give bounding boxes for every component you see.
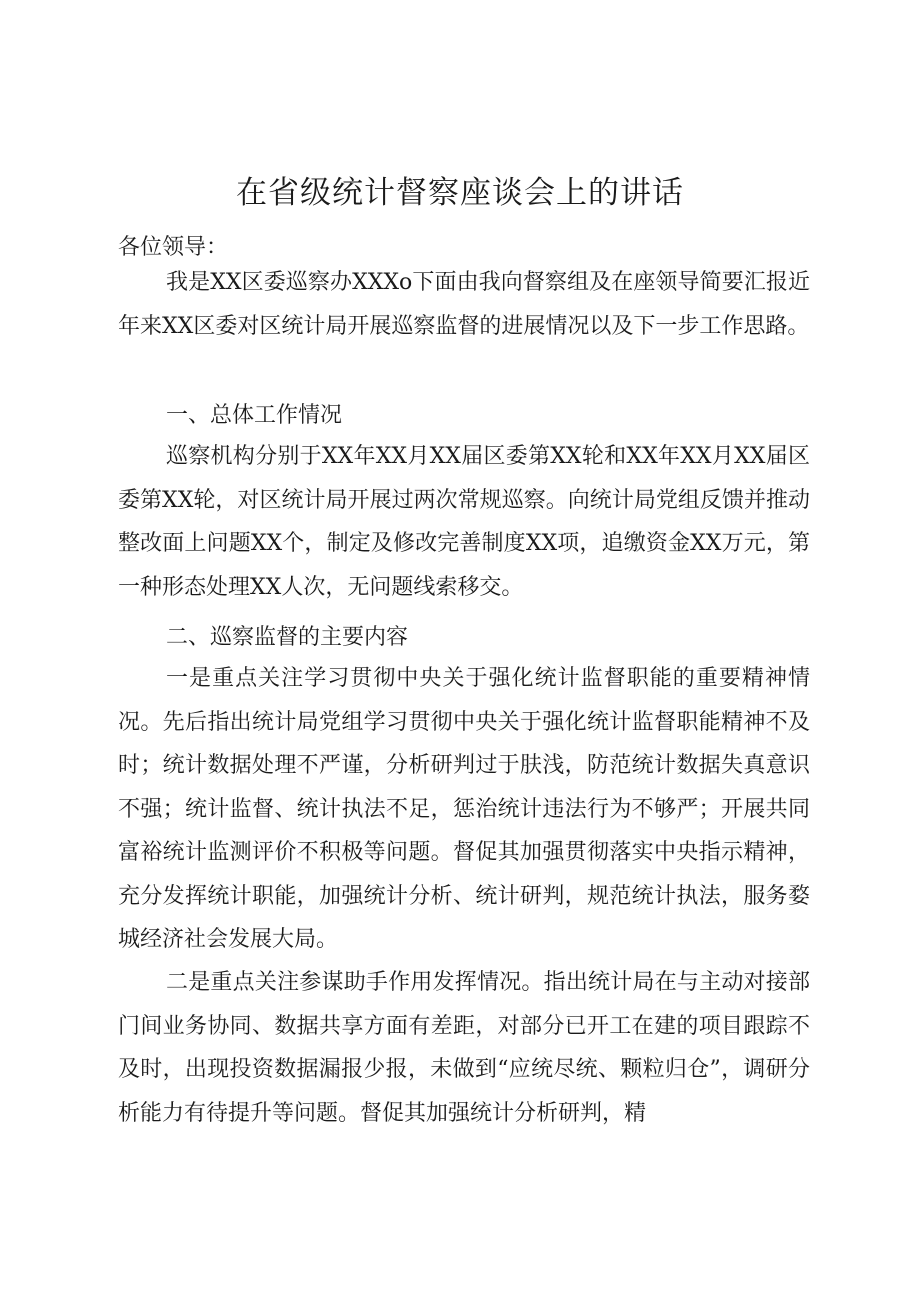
overview-paragraph: 巡察机构分别于XX年XX月XX届区委第XX轮和XX年XX月XX届区委第XX轮，对区统计局开展过两次常规巡察。向统计局党组反馈并推动整改面上问题XX个，制定及修改完善制度XX项，追缴资金XX万元，第一种形态处理XX人次，无问题线索移交。: [118, 444, 810, 600]
section-heading-main-content: 二、巡察监督的主要内容: [166, 625, 409, 650]
document-title: 在省级统计督察座谈会上的讲话: [236, 175, 684, 211]
intro-paragraph: 我是XX区委巡察办XXXo下面由我向督察组及在座领导简要汇报近年来XX区委对区统计局开展巡察监督的进展情况以及下一步工作思路。: [118, 270, 810, 339]
point-one-paragraph: 一是重点关注学习贯彻中央关于强化统计监督职能的重要精神情况。先后指出统计局党组学习贯彻中央关于强化统计监督职能精神不及时；统计数据处理不严谨，分析研判过于肤浅，防范统计数据失真意识不强；统计监督、统计执法不足，惩治统计违法行为不够严；开展共同富裕统计监测评价不积极等问题。督促其加强贯彻落实中央指示精神，充分发挥统计职能，加强统计分析、统计研判，规范统计执法，服务婺城经济社会发展大局。: [118, 666, 810, 952]
salutation: 各位领导：: [118, 235, 229, 260]
point-two-paragraph: 二是重点关注参谋助手作用发挥情况。指出统计局在与主动对接部门间业务协同、数据共享方面有差距，对部分已开工在建的项目跟踪不及时，出现投资数据漏报少报，未做到“应统尽统、颗粒归仓”，调研分析能力有待提升等问题。督促其加强统计分析研判，精: [118, 970, 810, 1126]
section-heading-overview: 一、总体工作情况: [166, 403, 343, 428]
